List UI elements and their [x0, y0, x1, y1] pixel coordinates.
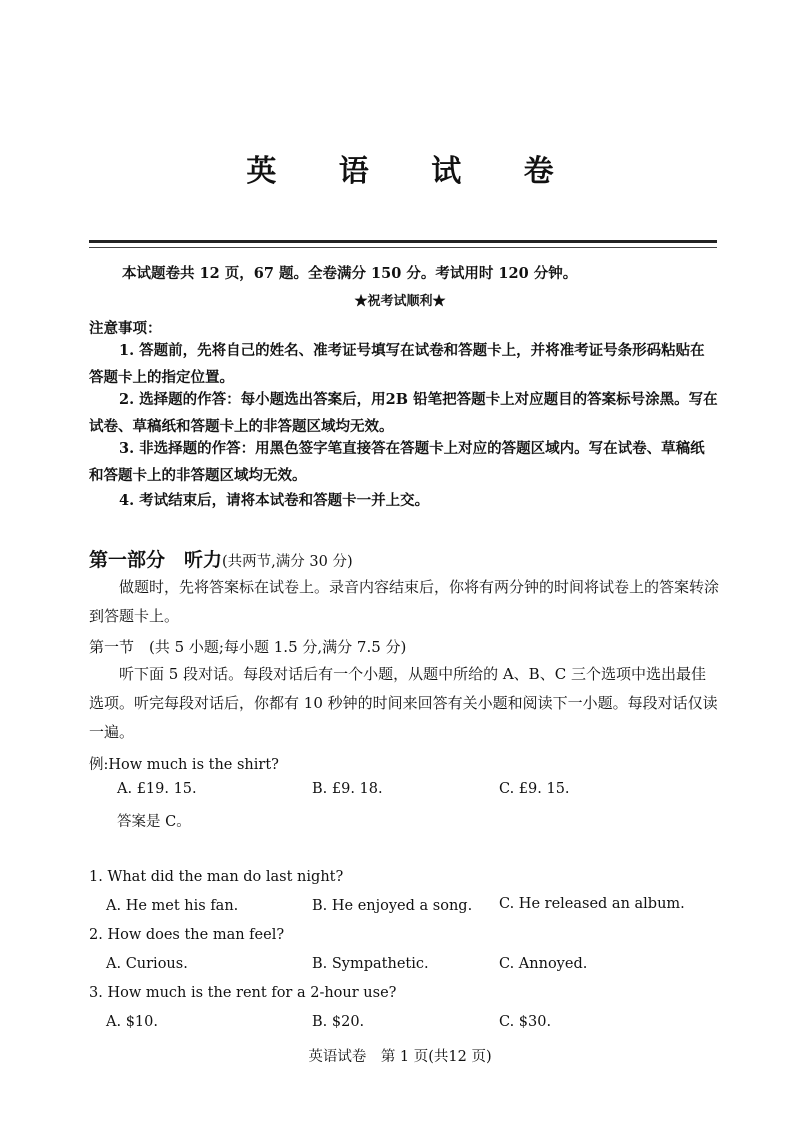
q1-option-c: C. He released an album.	[499, 896, 685, 912]
notes-title: 注意事项：	[89, 320, 162, 337]
header-rule-thin	[89, 247, 717, 248]
good-luck-line: ★祝考试顺利★	[354, 294, 446, 309]
page-footer: 英语试卷 第 1 页(共12 页)	[308, 1049, 492, 1065]
note-item: 1. 答题前，先将自己的姓名、准考证号填写在试卷和答题卡上，并将准考证号条形码粘贴在答题卡上的指定位置。	[89, 342, 705, 386]
question-2: 2. How does the man feel?	[89, 927, 285, 943]
q1-option-b: B. He enjoyed a song.	[312, 898, 473, 914]
section1-title: 第一节 (共 5 小题;每小题 1.5 分,满分 7.5 分)	[89, 638, 407, 656]
question-1: 1. What did the man do last night?	[89, 869, 344, 885]
part1-title: 第一部分 听力	[89, 549, 223, 571]
part1-subtitle: (共两节,满分 30 分)	[222, 554, 353, 570]
q3-option-a: A. $10.	[106, 1014, 158, 1030]
note-item: 2. 选择题的作答：每小题选出答案后，用2B 铅笔把答题卡上对应题目的答案标号涂黑。写在试卷、草稿纸和答题卡上的非答题区域均无效。	[89, 391, 718, 435]
page-title: 英 语 试 卷	[246, 154, 580, 189]
part1-heading	[89, 545, 353, 572]
note-item: 3. 非选择题的作答：用黑色签字笔直接答在答题卡上对应的答题区域内。写在试卷、草稿纸和答题卡上的非答题区域均无效。	[89, 440, 705, 484]
q2-option-b: B. Sympathetic.	[312, 956, 429, 972]
part1-instruction: 做题时，先将答案标在试卷上。录音内容结束后，你将有两分钟的时间将试卷上的答案转涂到答题卡上。	[89, 578, 720, 625]
q1-option-a: A. He met his fan.	[106, 898, 239, 914]
exam-intro: 本试题卷共 12 页，67 题。全卷满分 150 分。考试用时 120 分钟。	[122, 265, 578, 282]
q3-option-c: C. $30.	[499, 1014, 552, 1030]
example-option-c: C. £9. 15.	[499, 781, 570, 797]
note-item: 4. 考试结束后，请将本试卷和答题卡一并上交。	[119, 492, 430, 509]
question-3: 3. How much is the rent for a 2-hour use?	[89, 985, 397, 1001]
example-option-b: B. £9. 18.	[312, 781, 383, 797]
q3-option-b: B. $20.	[312, 1014, 365, 1030]
q2-option-a: A. Curious.	[106, 956, 188, 972]
q2-option-c: C. Annoyed.	[499, 956, 588, 972]
section1-instruction: 听下面 5 段对话。每段对话后有一个小题，从题中所给的 A、B、C 三个选项中选出最佳选项。听完每段对话后，你都有 10 秒钟的时间来回答有关小题和阅读下一小题。每段对话仅读一遍。	[89, 665, 718, 741]
example-question: 例:How much is the shirt?	[89, 757, 279, 773]
example-answer: 答案是 C。	[117, 814, 191, 830]
example-option-a: A. £19. 15.	[117, 781, 197, 797]
header-rule-thick	[89, 240, 717, 243]
